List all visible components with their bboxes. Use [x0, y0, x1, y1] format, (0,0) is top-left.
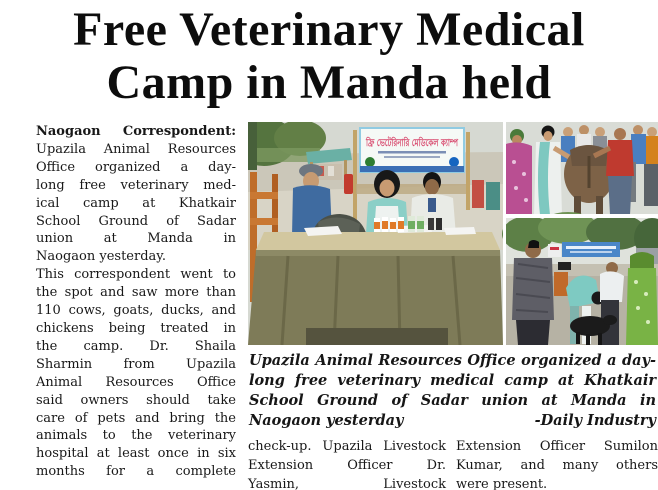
text-line: chickens being treated in	[36, 320, 236, 336]
text-line: This correspondent went to	[36, 267, 236, 283]
photo-divider-vertical	[503, 122, 506, 345]
medicine-bottles	[374, 216, 442, 232]
veterinary-camp-photo-illustration	[248, 122, 658, 345]
text-line: Sharmin from Upazila	[36, 356, 236, 372]
text-line: School Ground of Sadar	[36, 213, 236, 229]
headline	[0, 3, 658, 109]
caption-last-text: Naogaon yesterday	[249, 412, 404, 429]
text-line: ical camp at Khatkair	[36, 195, 236, 211]
text-line: Free Veterinary Medical	[73, 3, 585, 56]
photo-divider-horizontal	[505, 214, 658, 218]
banner-bengali-text: ফ্রি ভেটেরিনারি মেডিকেল ক্যাম্প	[366, 138, 498, 149]
photo-banner	[360, 128, 498, 172]
blue-banner	[562, 242, 620, 257]
text-line: union at Manda in	[36, 231, 236, 247]
photo-top-right	[505, 122, 658, 215]
text-line: Camp in Manda held	[106, 56, 552, 109]
text-line: check-up. Upazila Livestock	[248, 439, 446, 454]
caption-lines	[249, 351, 656, 411]
news-photo	[248, 122, 658, 345]
text-line: Animal Resources Office	[36, 374, 236, 390]
text-line: Office organized a day-	[36, 159, 236, 175]
text-line: care of pets and bring the	[36, 410, 236, 426]
text-line: long free veterinary med-	[36, 177, 236, 193]
photo-bottom-right	[502, 212, 658, 345]
text-line: said owners should take	[36, 392, 236, 408]
text-line: the spot and saw more than	[36, 285, 236, 301]
text-line: Naogaon Correspondent:	[36, 124, 236, 139]
text-line: Upazila Animal Resources Office organized a day-	[249, 352, 656, 369]
text-line: the camp. Dr. Shaila	[36, 338, 236, 354]
text-line: Yasmin, Livestock	[248, 477, 446, 490]
text-line: Upazila Animal Resources	[36, 141, 236, 157]
text-line: Extension Officer Sumilon	[456, 439, 658, 454]
photo-caption	[249, 351, 656, 431]
article-middle-column	[248, 437, 446, 490]
text-line: School Ground of Sadar union at Manda in	[249, 392, 656, 409]
article-right-column	[456, 437, 658, 490]
article-left-column	[36, 123, 236, 481]
camp-table	[248, 216, 503, 345]
photo-main-scene	[248, 122, 503, 345]
text-line: long free veterinary medical camp at Khatkair	[249, 372, 656, 389]
text-line: hospital at least once in six	[36, 446, 236, 462]
text-line: Naogaon yesterday.	[36, 249, 167, 265]
text-line: 110 cows, goats, ducks, and	[36, 303, 236, 319]
text-line: Extension Officer Dr.	[248, 458, 446, 473]
caption-last-line	[249, 411, 656, 431]
caption-credit: -Daily Industry	[534, 412, 656, 429]
text-line: animals to the veterinary	[36, 428, 236, 444]
text-line: were present.	[456, 477, 548, 490]
woman-green-sari	[626, 252, 658, 345]
text-line: Kumar, and many others	[456, 458, 658, 473]
text-line: months for a complete	[36, 464, 236, 480]
